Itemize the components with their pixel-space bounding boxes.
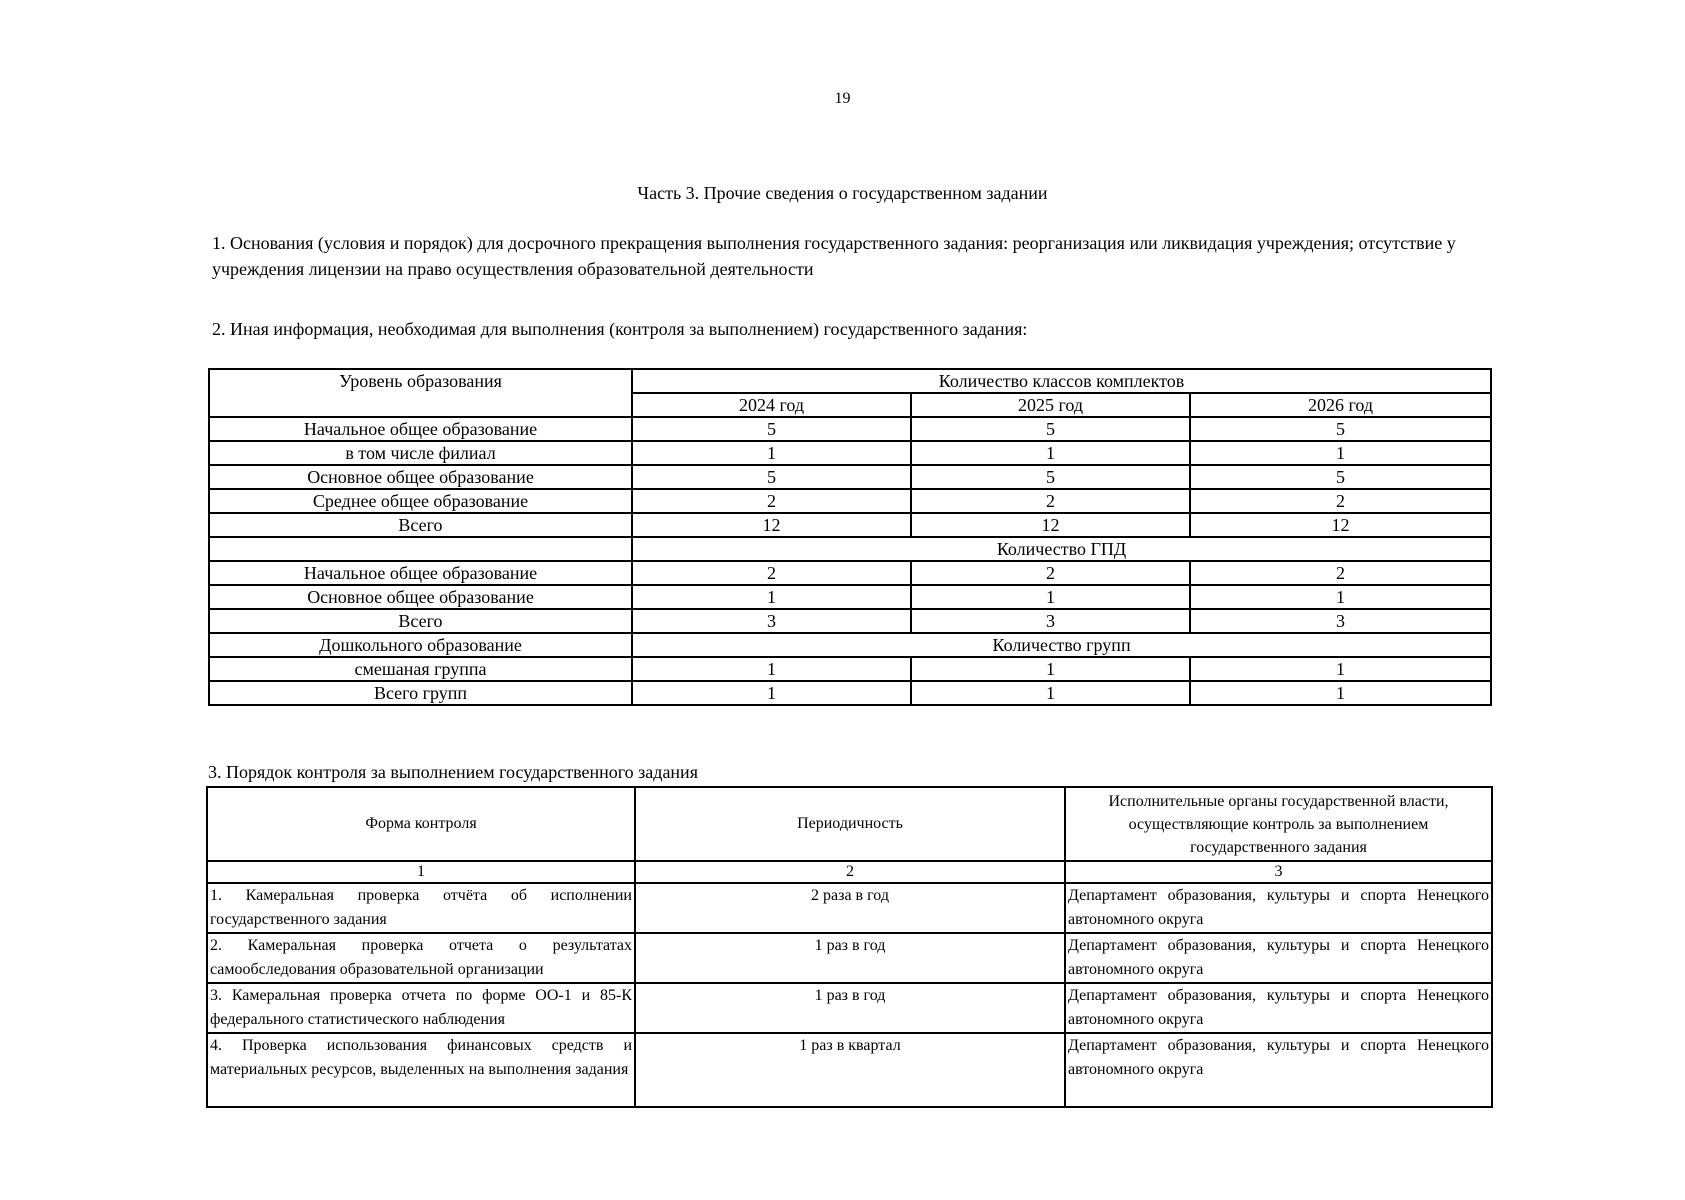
cell-value: 2 [1190,561,1491,585]
cell-value: 1 [911,585,1190,609]
cell-value: 1 [911,441,1190,465]
row-label: Основное общее образование [209,465,632,489]
control-organ: Департамент образования, культуры и спорта Ненецкого автономного округа [1065,883,1492,933]
column-header-organ: Исполнительные органы государственной власти, осуществляющие контроль за выполнением государственного задания [1065,787,1492,861]
cell-value: 1 [632,681,911,705]
cell-value: 1 [632,441,911,465]
cell-value: 5 [632,417,911,441]
control-organ: Департамент образования, культуры и спорта Ненецкого автономного округа [1065,983,1492,1033]
control-form: 1. Камеральная проверка отчёта об исполнении государственного задания [207,883,635,933]
cell-value: 1 [1190,441,1491,465]
cell-value: 5 [1190,417,1491,441]
control-period: 2 раза в год [635,883,1065,933]
row-label: в том числе филиал [209,441,632,465]
cell-value: 5 [1190,465,1491,489]
table-row [209,633,1491,657]
column-header-form: Форма контроля [207,787,635,861]
table-row [209,369,1491,393]
page-number: 19 [834,90,851,107]
control-form: 2. Камеральная проверка отчета о результатах самообследования образовательной организации [207,933,635,983]
cell-value: 3 [911,609,1190,633]
cell-value: 5 [632,465,911,489]
cell-value: 12 [632,513,911,537]
cell-value: 2 [632,489,911,513]
group-header-groups: Количество групп [632,633,1491,657]
group-header-gpd: Количество ГПД [632,537,1491,561]
empty-cell [209,537,632,561]
row-label: Среднее общее образование [209,489,632,513]
column-number: 1 [207,861,635,883]
section-2-text: 2. Иная информация, необходимая для выполнения (контроля за выполнением) государственного задания: [212,319,1028,339]
table-row [207,787,1492,861]
cell-value: 5 [911,465,1190,489]
cell-value: 1 [632,657,911,681]
control-form: 4. Проверка использования финансовых средств и материальных ресурсов, выделенных на выполнения задания [207,1033,635,1107]
row-label: Всего групп [209,681,632,705]
table-row [207,861,1492,883]
cell-value: 1 [1190,585,1491,609]
cell-value: 2 [911,561,1190,585]
table-row [209,441,1491,465]
column-header-year: 2026 год [1190,393,1491,417]
cell-value: 2 [632,561,911,585]
table-row [207,933,1492,983]
cell-value: 3 [1190,609,1491,633]
section-3-text: 3. Порядок контроля за выполнением государственного задания [208,762,698,782]
table-row [209,657,1491,681]
part-title: Часть 3. Прочие сведения о государственном задании [637,183,1048,203]
row-label: Начальное общее образование [209,417,632,441]
cell-value: 1 [1190,657,1491,681]
table-row [209,465,1491,489]
table-row [207,983,1492,1033]
column-number: 2 [635,861,1065,883]
cell-value: 12 [1190,513,1491,537]
table-row [209,417,1491,441]
education-levels-table [208,368,1492,706]
cell-value: 1 [1190,681,1491,705]
cell-value: 2 [1190,489,1491,513]
control-organ: Департамент образования, культуры и спорта Ненецкого автономного округа [1065,1033,1492,1107]
column-header-year: 2025 год [911,393,1190,417]
cell-value: 1 [632,585,911,609]
table-row [209,585,1491,609]
row-label: Основное общее образование [209,585,632,609]
cell-value: 1 [911,657,1190,681]
table-row [209,681,1491,705]
row-label: Всего [209,513,632,537]
table-row [209,489,1491,513]
section-1-text: 1. Основания (условия и порядок) для досрочного прекращения выполнения государственного задания: реорганизация или ликвидация учреждения; отсутствие у учреждения лицензии на право осуществления образовательной деятельности [212,233,1456,279]
column-number: 3 [1065,861,1492,883]
table-row [209,537,1491,561]
row-label: Начальное общее образование [209,561,632,585]
row-label: Всего [209,609,632,633]
cell-value: 2 [911,489,1190,513]
cell-value: 1 [911,681,1190,705]
control-period: 1 раз в год [635,983,1065,1033]
table-row [207,1033,1492,1107]
control-procedure-table [206,786,1493,1108]
control-organ: Департамент образования, культуры и спорта Ненецкого автономного округа [1065,933,1492,983]
column-header-period: Периодичность [635,787,1065,861]
cell-value: 3 [632,609,911,633]
column-header-year: 2024 год [632,393,911,417]
control-period: 1 раз в квартал [635,1033,1065,1107]
control-form: 3. Камеральная проверка отчета по форме ОО-1 и 85-К федерального статистического наблюдения [207,983,635,1033]
table-row [209,609,1491,633]
cell-value: 12 [911,513,1190,537]
row-label: смешаная группа [209,657,632,681]
table-row [207,883,1492,933]
column-header-level: Уровень образования [209,369,632,417]
row-label-preschool: Дошкольного образование [209,633,632,657]
table-row [209,513,1491,537]
table-row [209,561,1491,585]
cell-value: 5 [911,417,1190,441]
group-header-classes: Количество классов комплектов [632,369,1491,393]
control-period: 1 раз в год [635,933,1065,983]
